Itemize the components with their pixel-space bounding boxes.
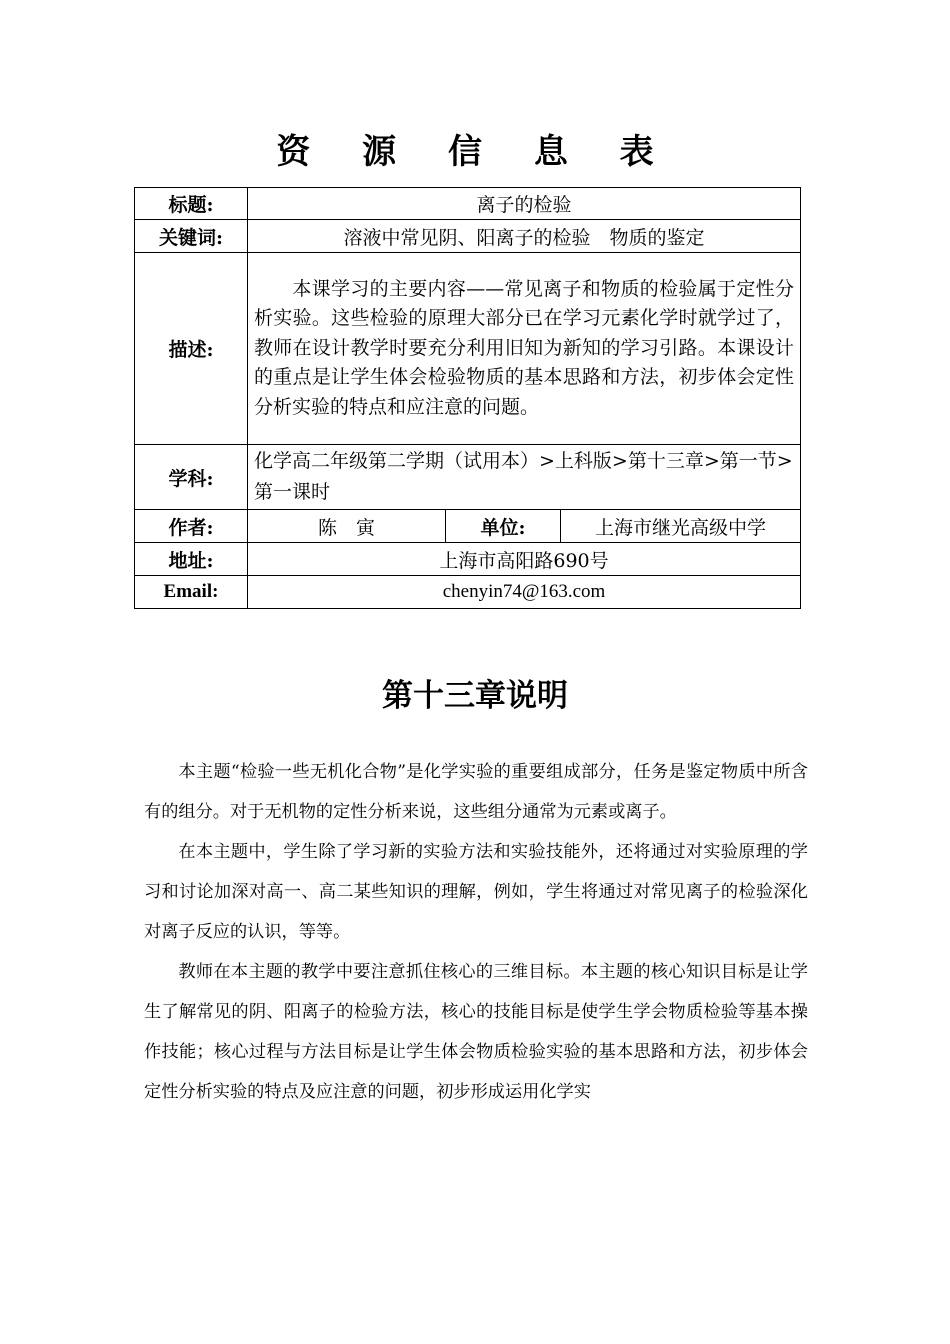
keywords-label: 关键词: — [135, 220, 248, 253]
subject-label: 学科: — [135, 445, 248, 510]
description-cell — [248, 253, 801, 445]
author-label: 作者: — [135, 510, 248, 543]
address-row — [135, 543, 801, 576]
unit-value: 上海市继光高级中学 — [561, 510, 801, 543]
author-value: 陈 寅 — [248, 510, 446, 543]
title-label: 标题: — [135, 188, 248, 220]
chapter-title: 第十三章说明 — [382, 678, 568, 714]
subject-value: 化学高二年级第二学期（试用本）>上科版>第十三章>第一节>第一课时 — [248, 445, 801, 510]
paragraph-2: 在本主题中，学生除了学习新的实验方法和实验技能外，还将通过对实验原理的学习和讨论加深对高一、高二某些知识的理解，例如，学生将通过对常见离子的检验深化对离子反应的认识，等等。 — [144, 842, 808, 942]
chapter-body — [144, 752, 808, 1112]
title-row — [135, 188, 801, 220]
email-label: Email: — [135, 576, 248, 609]
resource-info-table — [134, 187, 801, 609]
keywords-value: 溶液中常见阴、阳离子的检验 物质的鉴定 — [248, 220, 801, 253]
keywords-row — [135, 220, 801, 253]
paragraph-3: 教师在本主题的教学中要注意抓住核心的三维目标。本主题的核心知识目标是让学生了解常见的阴、阳离子的检验方法，核心的技能目标是使学生学会物质检验等基本操作技能；核心过程与方法目标是让学生体会物质检验实验的基本思路和方法，初步体会定性分析实验的特点及应注意的问题，初步形成运用化学实 — [144, 962, 808, 1102]
email-value[interactable]: chenyin74@163.com — [248, 576, 801, 609]
address-value: 上海市高阳路690号 — [248, 543, 801, 576]
paragraph-1: 本主题“检验一些无机化合物”是化学实验的重要组成部分，任务是鉴定物质中所含有的组分。对于无机物的定性分析来说，这些组分通常为元素或离子。 — [144, 762, 808, 822]
author-row — [135, 510, 801, 543]
description-label: 描述: — [135, 253, 248, 445]
subject-row — [135, 445, 801, 510]
title-value: 离子的检验 — [248, 188, 801, 220]
document-title: 资 源 信 息 表 — [276, 132, 674, 172]
email-row — [135, 576, 801, 609]
unit-label: 单位: — [446, 510, 561, 543]
description-row — [135, 253, 801, 445]
address-label: 地址: — [135, 543, 248, 576]
description-value: 本课学习的主要内容——常见离子和物质的检验属于定性分析实验。这些检验的原理大部分已在学习元素化学时就学过了，教师在设计教学时要充分利用旧知为新知的学习引路。本课设计的重点是让学生体会检验物质的基本思路和方法，初步体会定性分析实验的特点和应注意的问题。 — [254, 277, 795, 418]
